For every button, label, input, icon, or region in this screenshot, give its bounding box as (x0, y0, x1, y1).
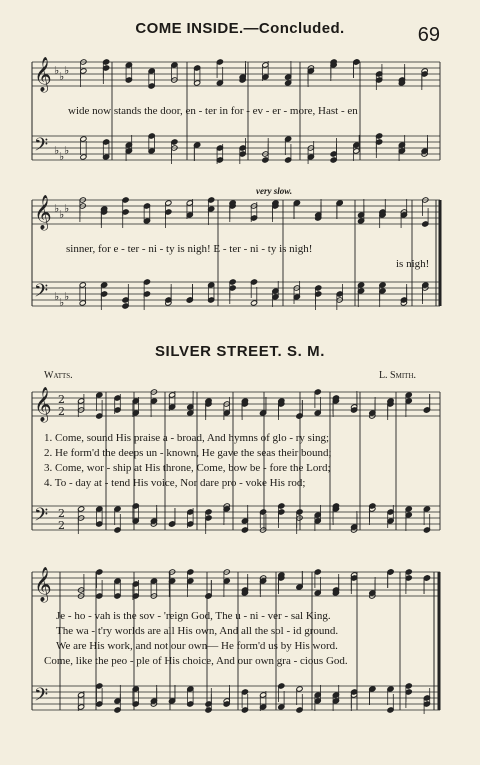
verse-line: 4. To - day at - tend His voice, Nor dare pro - voke His rod; (44, 477, 306, 489)
words-credit: Watts. (44, 370, 73, 381)
hymn-title: SILVER STREET. S. M. (154, 343, 326, 360)
flat-sign: ♭ (64, 64, 70, 77)
verse-line: 1. Come, sound His praise a - broad, And hymns of glo - ry sing; (44, 432, 330, 444)
flat-sign: ♭ (54, 290, 60, 303)
bass-clef: 𝄢 (34, 505, 49, 530)
flat-sign: ♭ (59, 150, 65, 163)
time-signature: 2 (58, 519, 65, 532)
flat-sign: ♭ (54, 144, 60, 157)
flat-sign: ♭ (64, 144, 70, 157)
verse-line: 2. He form'd the deeps un - known, He gave the seas their bound; (44, 447, 332, 459)
bass-clef: 𝄢 (34, 281, 49, 306)
flat-sign: ♭ (64, 202, 70, 215)
verse-line: 3. Come, wor - ship at His throne, Come, bow be - fore the Lord; (44, 462, 331, 474)
treble-clef: 𝄞 (34, 57, 52, 92)
flat-sign: ♭ (59, 296, 65, 309)
flat-sign: ♭ (59, 208, 65, 221)
lyrics-line-1: wide now stands the door, en - ter in for - ev - er - more, Hast - en (68, 105, 358, 117)
time-signature: 2 (58, 507, 65, 520)
bass-clef: 𝄢 (34, 135, 49, 160)
lyrics-line-2: sinner, for e - ter - ni - ty is nigh! E - ter - ni - ty is nigh! (66, 243, 313, 255)
bass-clef: 𝄢 (34, 685, 49, 710)
flat-sign: ♭ (59, 70, 65, 83)
treble-clef: 𝄞 (34, 195, 52, 230)
treble-clef: 𝄞 (34, 567, 52, 602)
music-credit: L. Smith. (378, 370, 416, 381)
verse-line: Je - ho - vah is the sov - 'reign God, The u - ni - ver - sal King. (56, 610, 331, 622)
time-signature: 2 (58, 405, 65, 418)
tempo-marking: very slow. (256, 186, 293, 196)
flat-sign: ♭ (54, 64, 60, 77)
page-number: 69 (417, 24, 440, 46)
lyrics-line-2-extra: is nigh! (396, 258, 430, 270)
flat-sign: ♭ (54, 202, 60, 215)
time-signature: 2 (58, 393, 65, 406)
verse-line: Come, like the peo - ple of His choice, And our own gra - cious God. (44, 655, 348, 667)
verse-line: We are His work, and not our own— He form'd us by His word. (56, 640, 338, 652)
verse-line: The wa - t'ry worlds are all His own, And all the sol - id ground. (56, 625, 339, 637)
flat-sign: ♭ (64, 290, 70, 303)
page-header-title: COME INSIDE.—Concluded. (135, 20, 345, 37)
treble-clef: 𝄞 (34, 387, 52, 422)
